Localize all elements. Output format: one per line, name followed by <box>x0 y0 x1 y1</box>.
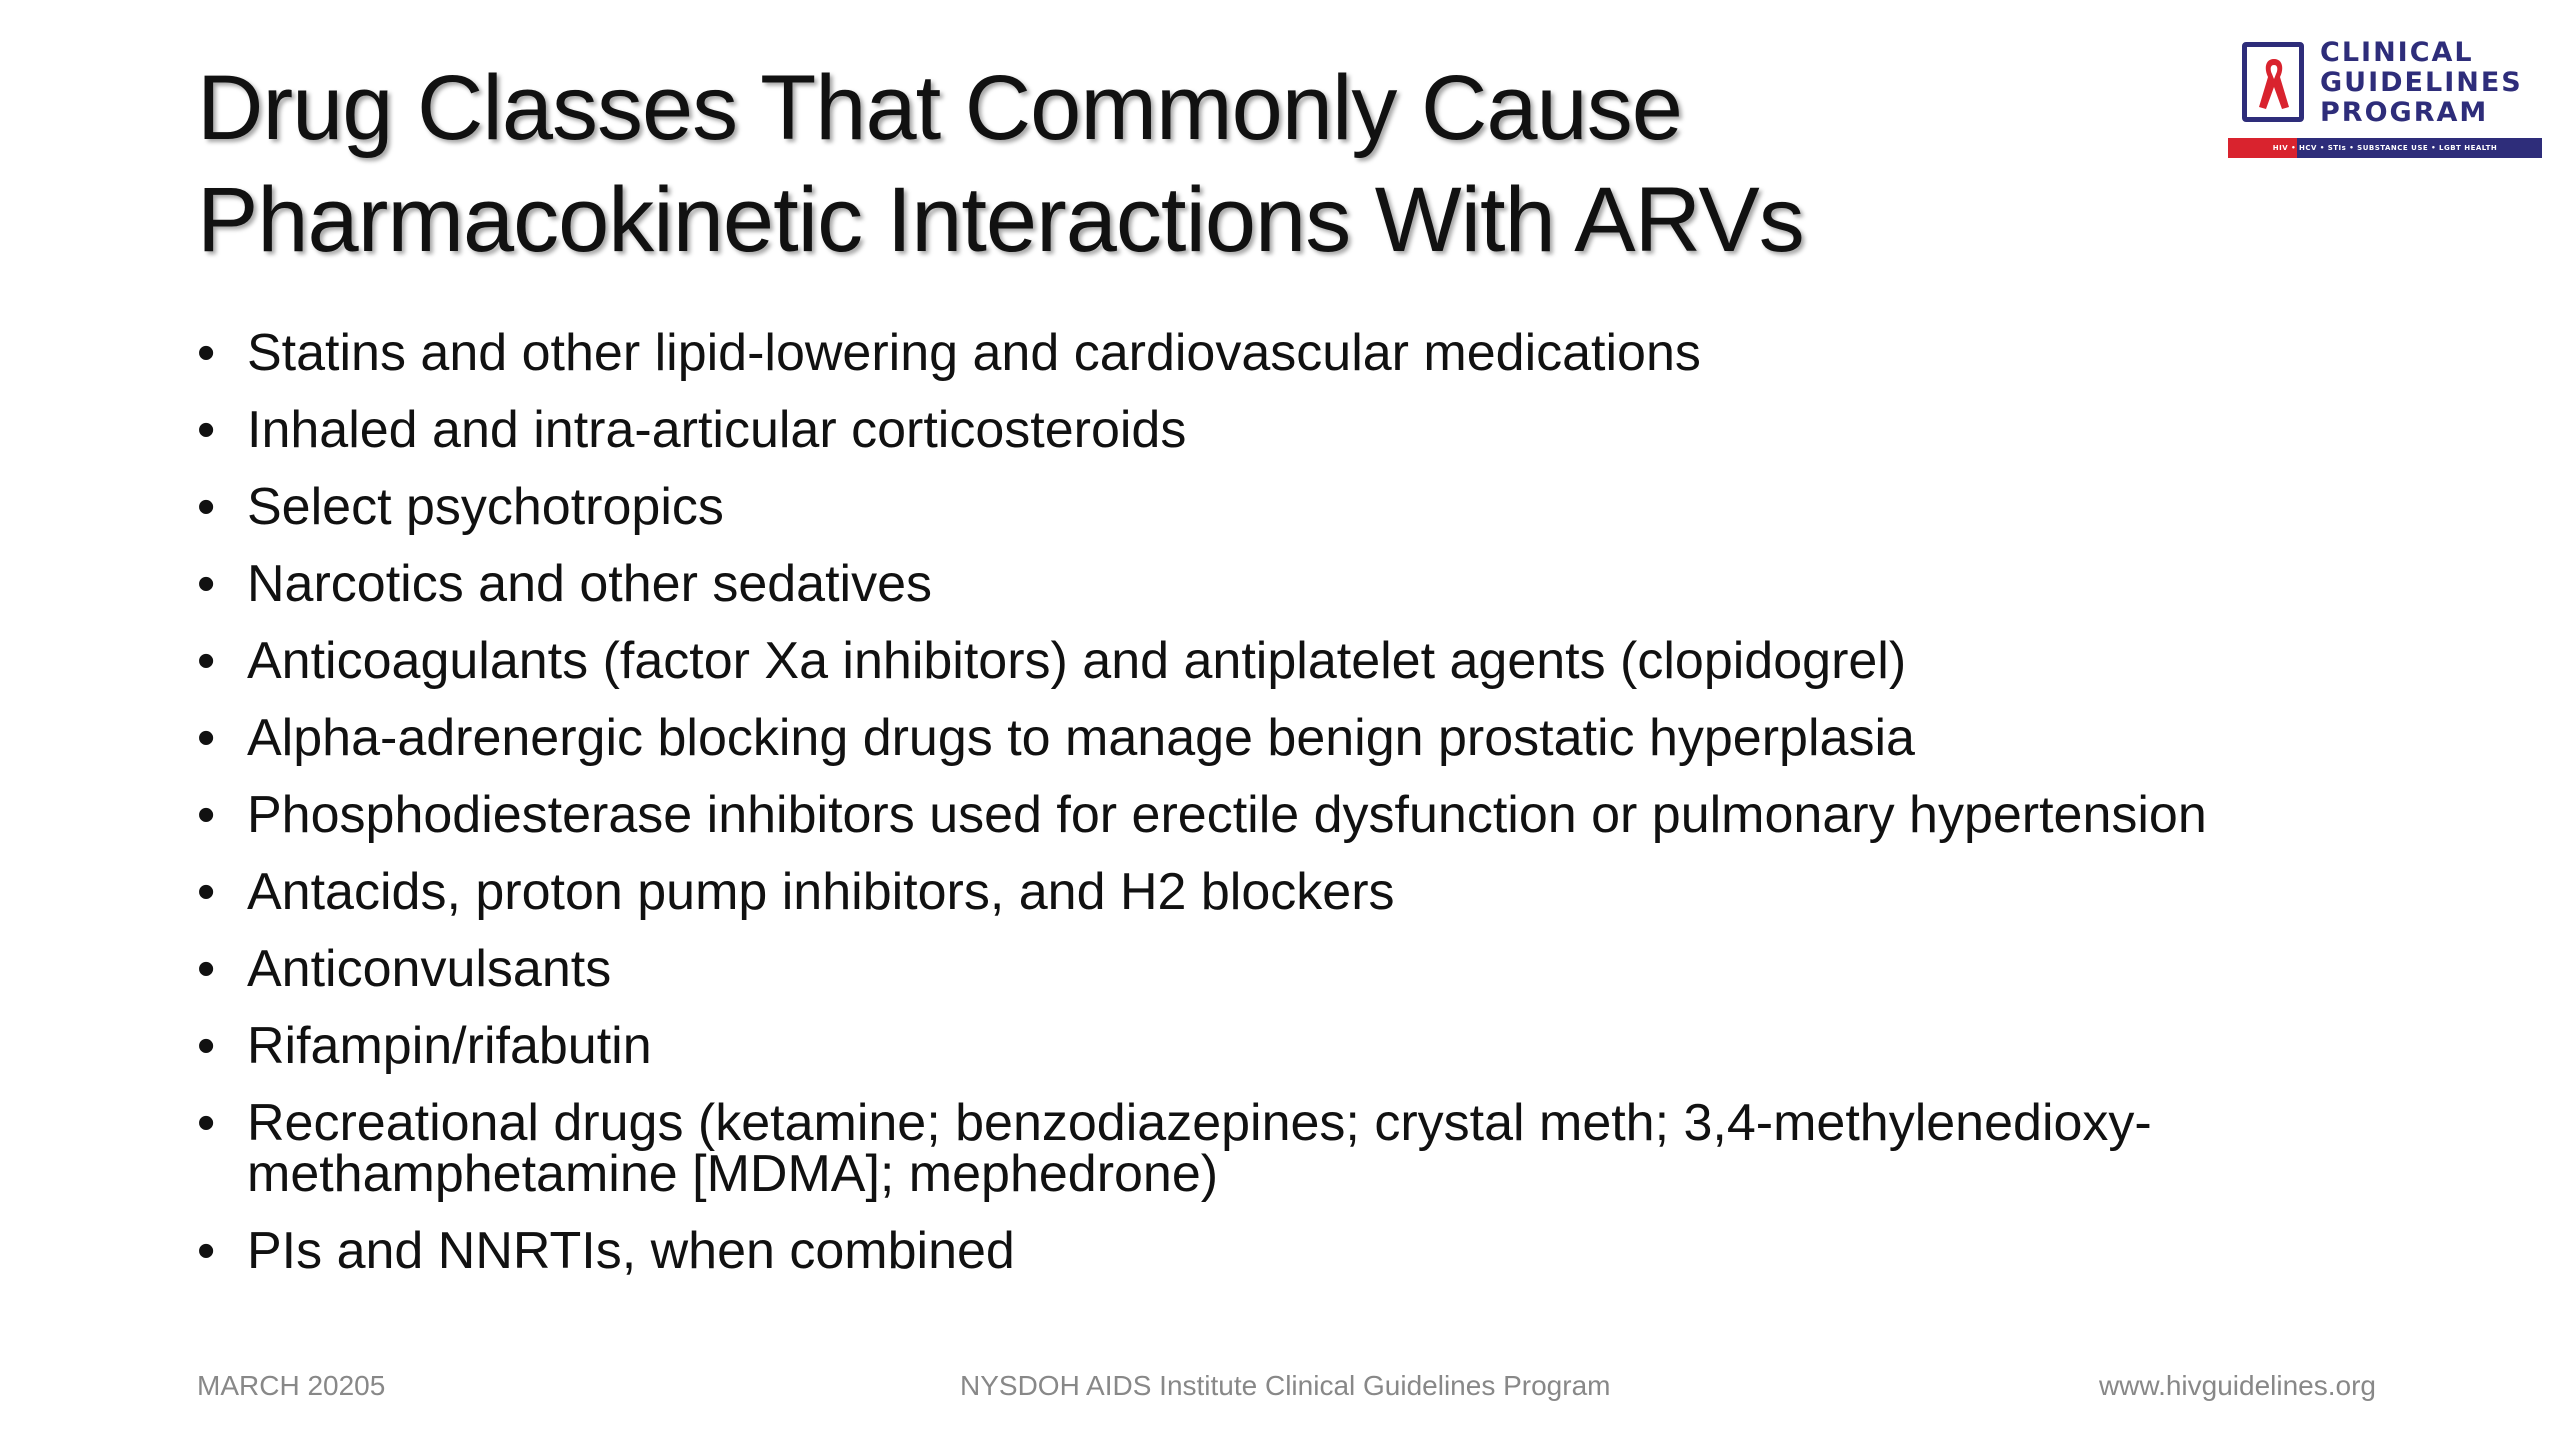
logo-tagline-bar: HIV • HCV • STIs • SUBSTANCE USE • LGBT HEALTH <box>2228 138 2542 158</box>
logo-line-2: GUIDELINES <box>2320 67 2523 98</box>
slide-title <box>197 52 2097 276</box>
bullet-item: • Alpha-adrenergic blocking drugs to manage benign prostatic hyperplasia <box>197 713 2397 764</box>
bullet-item: • Phosphodiesterase inhibitors used for erectile dysfunction or pulmonary hypertension <box>197 790 2397 841</box>
footer-date: MARCH 20205 <box>197 1370 386 1401</box>
bullet-item: • Recreational drugs (ketamine; benzodiazepines; crystal meth; 3,4-methylenedioxy- methamphetamine [MDMA]; mephedrone) <box>197 1098 2397 1200</box>
bullet-list <box>197 324 2397 1303</box>
footer-website: www.hivguidelines.org <box>2098 1370 2376 1401</box>
logo-wordmark <box>2320 38 2523 128</box>
logo-line-1: CLINICAL <box>2320 37 2474 68</box>
bullet-item: • Narcotics and other sedatives <box>197 559 2397 610</box>
bullet-item: • Statins and other lipid-lowering and cardiovascular medications <box>197 328 2397 379</box>
bullet-item: • Rifampin/rifabutin <box>197 1021 2397 1072</box>
title-line-1: Drug Classes That Commonly Cause <box>197 57 1682 159</box>
logo-frame <box>2242 42 2304 122</box>
bullet-item: • Anticoagulants (factor Xa inhibitors) and antiplatelet agents (clopidogrel) <box>197 636 2397 687</box>
title-line-2: Pharmacokinetic Interactions With ARVs <box>197 169 1804 271</box>
logo-line-3: PROGRAM <box>2320 97 2489 128</box>
bullet-item: • PIs and NNRTIs, when combined <box>197 1226 2397 1277</box>
footer-organization: NYSDOH AIDS Institute Clinical Guidelines Program <box>960 1370 1611 1401</box>
bullet-item: • Inhaled and intra-articular corticosteroids <box>197 405 2397 456</box>
clinical-guidelines-program-logo <box>2228 38 2542 162</box>
red-ribbon-icon <box>2255 55 2293 113</box>
bullet-item: • Antacids, proton pump inhibitors, and H2 blockers <box>197 867 2397 918</box>
bullet-item: • Select psychotropics <box>197 482 2397 533</box>
bullet-item: • Anticonvulsants <box>197 944 2397 995</box>
